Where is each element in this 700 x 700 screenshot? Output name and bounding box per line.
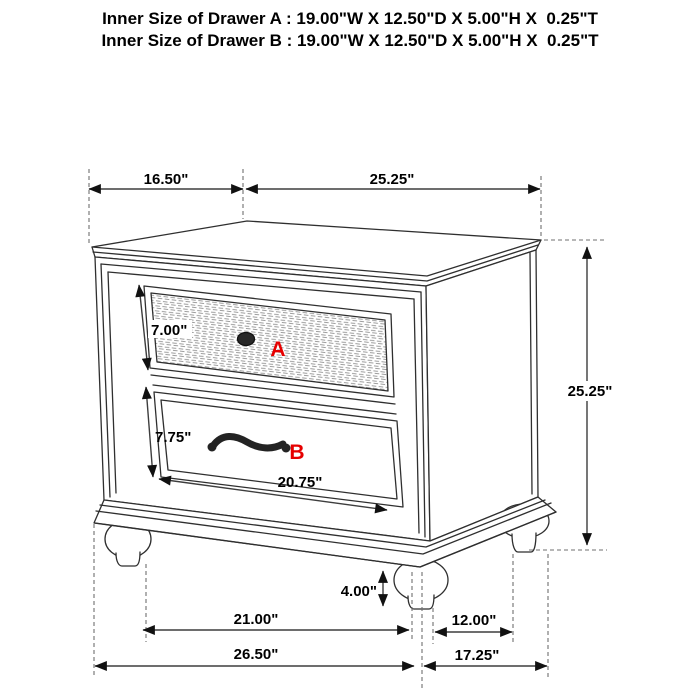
dim-label-front-leg-span: 21.00" xyxy=(233,611,279,628)
drawer-a-knob xyxy=(238,333,255,346)
handle-left-end xyxy=(208,443,217,452)
dim-label-overall-height: 25.25" xyxy=(567,383,613,400)
dim-label-drawer-b-height: 7.75" xyxy=(155,429,192,446)
dim-label-overall-width: 26.50" xyxy=(233,646,279,663)
right-side-face xyxy=(426,250,538,541)
drawer-a-inner-size-text: Inner Size of Drawer A : 19.00"W X 12.50"D X 5.00"H X 0.25"T xyxy=(102,9,598,28)
back-right-foot-tip xyxy=(512,533,536,552)
drawer-b-inner-size-text: Inner Size of Drawer B : 19.00"W X 12.50"D X 5.00"H X 0.25"T xyxy=(101,31,599,50)
dim-label-foot-height: 4.00" xyxy=(340,583,377,600)
nightstand-drawing xyxy=(92,221,556,609)
dim-label-drawer-a-height: 7.00" xyxy=(151,322,188,339)
drawer-a-label: A xyxy=(270,338,286,361)
dim-label-top-depth: 16.50" xyxy=(143,171,189,188)
dim-label-overall-depth: 17.25" xyxy=(454,647,500,664)
dim-label-top-width: 25.25" xyxy=(369,171,415,188)
dim-label-drawer-b-width: 20.75" xyxy=(277,474,323,491)
dim-label-side-leg-span: 12.00" xyxy=(451,612,497,629)
front-left-foot-tip xyxy=(116,552,140,566)
drawer-b-label: B xyxy=(289,441,305,464)
